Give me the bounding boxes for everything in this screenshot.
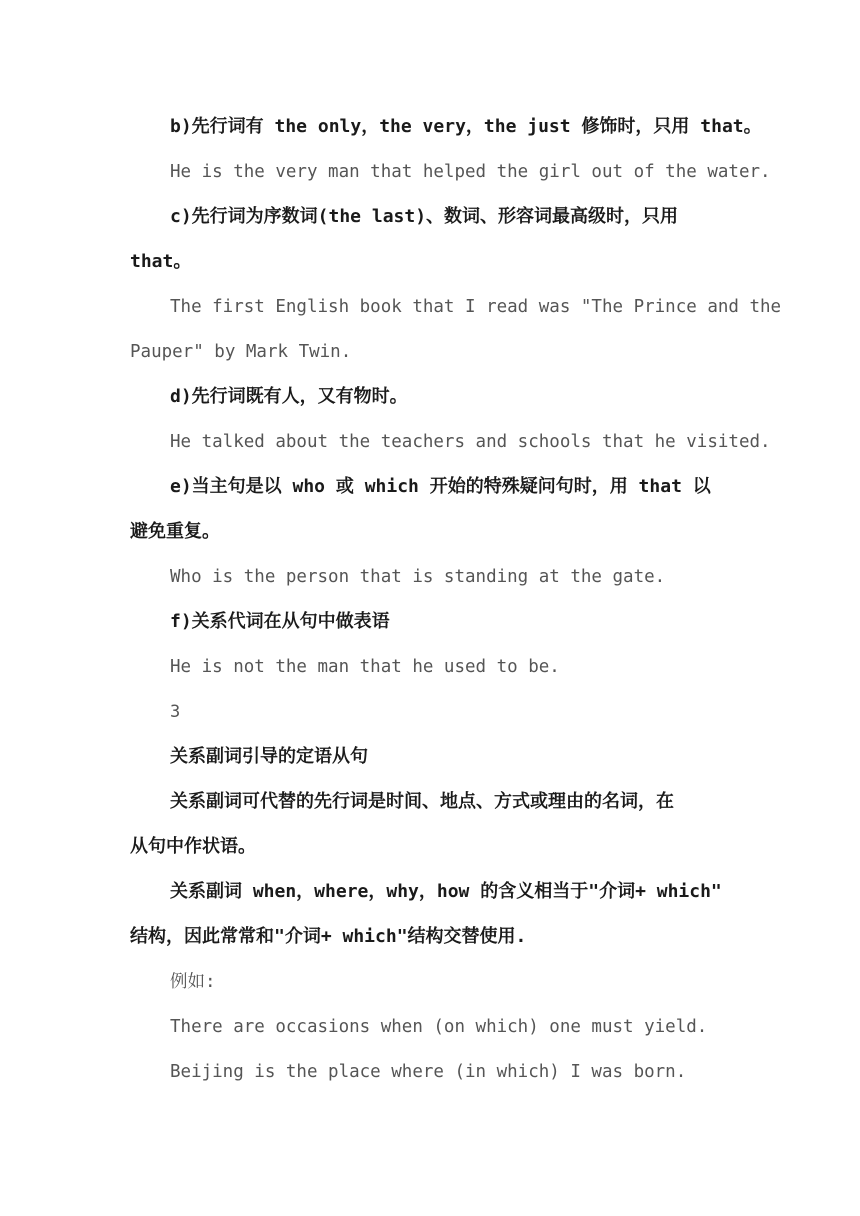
rule-e-text: e)当主句是以 who 或 which 开始的特殊疑问句时，用 that 以 [170, 476, 711, 497]
rule-b-text: b)先行词有 the only，the very，the just 修饰时，只用 that。 [170, 116, 762, 137]
paragraph-2-continued: 结构，因此常常和"介词+ which"结构交替使用. [130, 926, 527, 947]
paragraph-1: 关系副词可代替的先行词是时间、地点、方式或理由的名词，在 [170, 791, 674, 812]
example-f-text: He is not the man that he used to be. [170, 657, 560, 677]
rule-f-text: f)关系代词在从句中做表语 [170, 611, 390, 632]
rule-e-text-continued: 避免重复。 [130, 521, 220, 542]
rule-c-text: c)先行词为序数词(the last)、数词、形容词最高级时，只用 [170, 206, 679, 227]
rule-d-text: d)先行词既有人，又有物时。 [170, 386, 408, 407]
example-c-text-continued: Pauper" by Mark Twin. [130, 342, 352, 362]
section-number: 3 [170, 702, 181, 722]
example-b-text: He is the very man that helped the girl out of the water. [170, 162, 771, 182]
paragraph-1-continued: 从句中作状语。 [130, 836, 256, 857]
example-h-text: Beijing is the place where (in which) I was born. [170, 1062, 687, 1082]
example-d-text: He talked about the teachers and schools that he visited. [170, 432, 771, 452]
section-title: 关系副词引导的定语从句 [170, 746, 368, 767]
example-g-text: There are occasions when (on which) one must yield. [170, 1017, 708, 1037]
paragraph-2: 关系副词 when，where，why，how 的含义相当于"介词+ which" [170, 881, 722, 902]
rule-c-text-continued: that。 [130, 251, 192, 272]
example-c-text: The first English book that I read was "The Prince and the [170, 297, 782, 317]
example-e-text: Who is the person that is standing at the gate. [170, 567, 666, 587]
example-label: 例如: [170, 972, 216, 992]
